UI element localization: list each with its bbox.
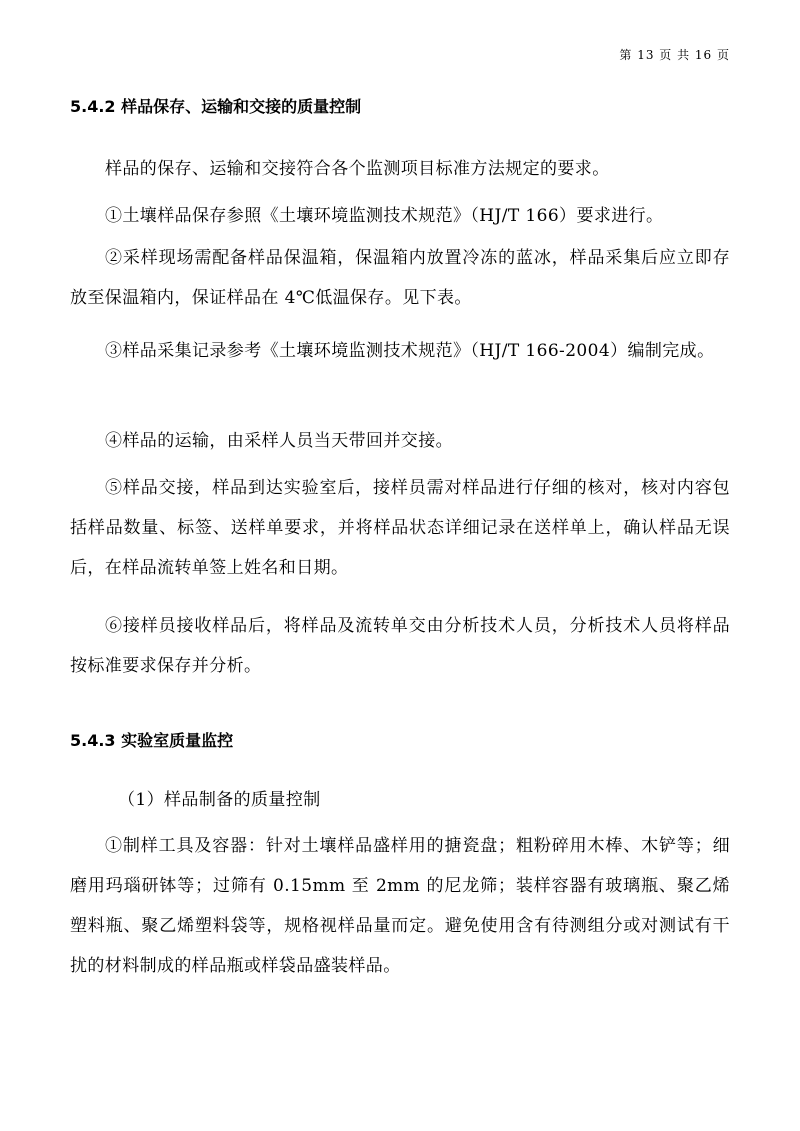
paragraph-receiver: ⑥接样员接收样品后，将样品及流转单交由分析技术人员，分析技术人员将样品按标准要求保存并分析。 xyxy=(70,616,730,676)
paragraph-storage-requirements: 样品的保存、运输和交接符合各个监测项目标准方法规定的要求。 xyxy=(105,159,610,179)
paragraph-soil-storage: ①土壤样品保存参照《土壤环境监测技术规范》（HJ/T 166）要求进行。 xyxy=(105,206,664,226)
paragraph-transport: ④样品的运输，由采样人员当天带回并交接。 xyxy=(105,431,453,451)
paragraph-handover: ⑤样品交接，样品到达实验室后，接样员需对样品进行仔细的核对，核对内容包括样品数量、标签、送样单要求，并将样品状态详细记录在送样单上，确认样品无误后，在样品流转单签上姓名和日期。 xyxy=(70,478,730,578)
section-heading-5-4-2: 5.4.2 样品保存、运输和交接的质量控制 xyxy=(70,97,362,116)
subheading-sample-preparation: （1）样品制备的质量控制 xyxy=(118,790,321,810)
paragraph-sampling-record: ③样品采集记录参考《土壤环境监测技术规范》（HJ/T 166-2004）编制完成。 xyxy=(105,341,715,361)
section-heading-5-4-3: 5.4.3 实验室质量监控 xyxy=(70,731,234,750)
paragraph-tools-containers: ①制样工具及容器：针对土壤样品盛样用的搪瓷盘；粗粉碎用木棒、木铲等；细磨用玛瑙研钵等；过筛有 0.15mm 至 2mm 的尼龙筛；装样容器有玻璃瓶、聚乙烯塑料瓶、聚乙烯塑料袋等，规格视样品量而定。避免使用含有待测组分或对测试有干扰的材料制成的样品瓶或样袋品盛装样品。 xyxy=(70,836,730,976)
paragraph-cooler-box: ②采样现场需配备样品保温箱，保温箱内放置冷冻的蓝冰，样品采集后应立即存放至保温箱内，保证样品在 4℃低温保存。见下表。 xyxy=(70,248,730,308)
page-number: 第 13 页 共 16 页 xyxy=(619,48,730,62)
